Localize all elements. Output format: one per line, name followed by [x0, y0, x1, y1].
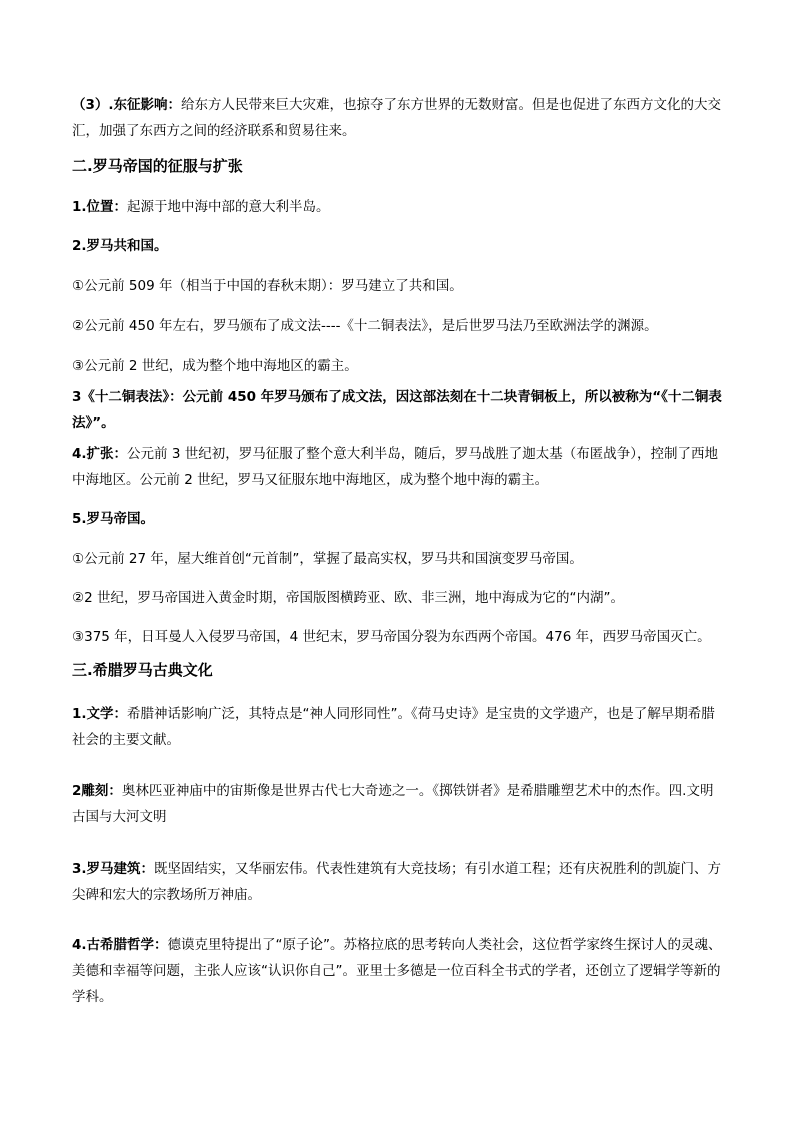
paragraph-text: 公元前 3 世纪初，罗马征服了整个意大利半岛，随后，罗马战胜了迦太基（布匿战争），控制了西地中海地区。公元前 2 世纪，罗马又征服东地中海地区，成为整个地中海的霸主。 — [72, 446, 718, 488]
paragraph-text: ③375 年，日耳曼人入侵罗马帝国，4 世纪末，罗马帝国分裂为东西两个帝国。476 年，西罗马帝国灭亡。 — [72, 629, 711, 645]
paragraph-expansion — [72, 441, 722, 493]
paragraph-republic-item-2 — [72, 313, 722, 339]
paragraph-text: 起源于地中海中部的意大利半岛。 — [127, 199, 330, 215]
paragraph-text: 给东方人民带来巨大灾难，也掠夺了东方世界的无数财富。但是也促进了东西方文化的大交汇，加强了东西方之间的经济联系和贸易往来。 — [72, 97, 722, 139]
paragraph-roman-empire — [72, 506, 722, 532]
paragraph-roman-republic — [72, 233, 722, 259]
paragraph-republic-item-1 — [72, 273, 722, 299]
paragraph-label: 1.文学： — [72, 706, 128, 722]
paragraph-text: ①公元前 27 年，屋大维首创“元首制”，掌握了最高实权，罗马共和国演变罗马帝国。 — [72, 551, 583, 567]
paragraph-label: 2雕刻： — [72, 783, 122, 799]
paragraph-text: ②2 世纪，罗马帝国进入黄金时期，帝国版图横跨亚、欧、非三洲，地中海成为它的“内湖”。 — [72, 590, 624, 606]
paragraph-text: 奥林匹亚神庙中的宙斯像是世界古代七大奇迹之一。《掷铁饼者》是希腊雕塑艺术中的杰作。四.文明古国与大河文明 — [72, 783, 714, 825]
paragraph-literature — [72, 701, 722, 753]
paragraph-crusade-impact — [72, 92, 722, 144]
paragraph-republic-item-3 — [72, 353, 722, 379]
paragraph-label: 4.古希腊哲学： — [72, 937, 168, 953]
paragraph-text: 希腊神话影响广泛，其特点是“神人同形同性”。《荷马史诗》是宝贵的文学遗产，也是了解早期希腊社会的主要文献。 — [72, 706, 715, 748]
paragraph-label: 5.罗马帝国。 — [72, 511, 155, 527]
paragraph-philosophy — [72, 932, 722, 1010]
paragraph-sculpture — [72, 778, 722, 830]
paragraph-label: 3《十二铜表法》：公元前 450 年罗马颁布了成文法，因这部法刻在十二块青铜板上，所以被称为“《十二铜表法》”。 — [72, 389, 722, 431]
paragraph-label: 1.位置： — [72, 199, 128, 215]
paragraph-empire-item-3 — [72, 624, 722, 650]
paragraph-empire-item-1 — [72, 546, 722, 572]
paragraph-text: 既坚固结实，又华丽宏伟。代表性建筑有大竞技场；有引水道工程；还有庆祝胜利的凯旋门、方尖碑和宏大的宗教场所万神庙。 — [72, 861, 722, 903]
paragraph-twelve-tables — [72, 384, 722, 436]
paragraph-text: ①公元前 509 年（相当于中国的春秋末期）：罗马建立了共和国。 — [72, 278, 463, 294]
paragraph-text: ②公元前 450 年左右，罗马颁布了成文法----《十二铜表法》，是后世罗马法乃至欧洲法学的渊源。 — [72, 318, 658, 334]
paragraph-text: 德谟克里特提出了“原子论”。苏格拉底的思考转向人类社会，这位哲学家终生探讨人的灵魂、美德和幸福等问题，主张人应该“认识你自己”。亚里士多德是一位百科全书式的学者，还创立了逻辑学等新的学科。 — [72, 937, 722, 1005]
section-heading-classical-culture: 三.希腊罗马古典文化 — [72, 661, 213, 679]
paragraph-empire-item-2 — [72, 585, 722, 611]
section-heading-roman-conquest: 二.罗马帝国的征服与扩张 — [72, 157, 243, 175]
paragraph-label: 2.罗马共和国。 — [72, 238, 168, 254]
paragraph-architecture — [72, 856, 722, 908]
paragraph-location — [72, 194, 722, 220]
paragraph-label: 3.罗马建筑： — [72, 861, 155, 877]
paragraph-label: 4.扩张： — [72, 446, 128, 462]
paragraph-label: （3）.东征影响： — [72, 97, 182, 113]
paragraph-text: ③公元前 2 世纪，成为整个地中海地区的霸主。 — [72, 358, 358, 374]
